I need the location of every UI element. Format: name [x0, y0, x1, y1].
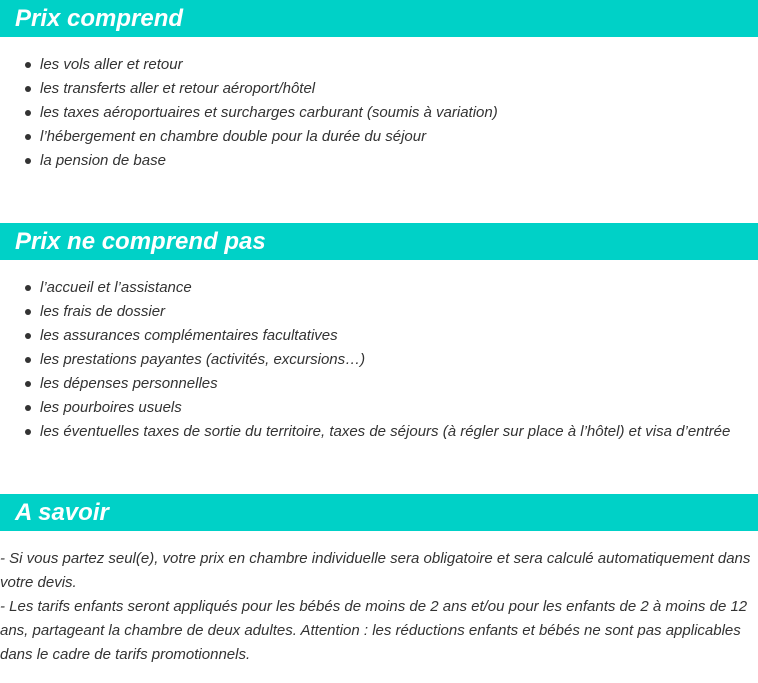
section-title-info: A savoir — [15, 499, 109, 526]
list-item: les prestations payantes (activités, excursions…) — [0, 348, 730, 372]
list-item: l’accueil et l’assistance — [0, 276, 730, 300]
bullet-icon — [25, 110, 31, 116]
excluded-list — [0, 276, 730, 444]
bullet-icon — [25, 357, 31, 363]
list-item: les pourboires usuels — [0, 396, 730, 420]
included-list — [0, 53, 498, 173]
bullet-icon — [25, 429, 31, 435]
bullet-icon — [25, 309, 31, 315]
list-item: les dépenses personnelles — [0, 372, 730, 396]
bullet-icon — [25, 86, 31, 92]
bullet-icon — [25, 381, 31, 387]
section-title-included: Prix comprend — [15, 5, 184, 32]
bullet-icon — [25, 134, 31, 140]
info-paragraph: - Si vous partez seul(e), votre prix en chambre individuelle sera obligatoire et sera calculé automatiquement dans votre devis. — [0, 550, 751, 591]
list-item: les éventuelles taxes de sortie du territoire, taxes de séjours (à régler sur place à l’hôtel) et visa d’entrée — [0, 420, 730, 444]
list-item: les vols aller et retour — [0, 53, 498, 77]
section-title-excluded: Prix ne comprend pas — [15, 228, 266, 255]
list-item: l’hébergement en chambre double pour la durée du séjour — [0, 125, 498, 149]
bullet-icon — [25, 158, 31, 164]
bullet-icon — [25, 333, 31, 339]
bullet-icon — [25, 405, 31, 411]
bullet-icon — [25, 62, 31, 68]
info-text-block — [0, 547, 752, 667]
list-item: les transferts aller et retour aéroport/hôtel — [0, 77, 498, 101]
section-header-included — [0, 0, 758, 37]
info-paragraph: - Les tarifs enfants seront appliqués pour les bébés de moins de 2 ans et/ou pour les enfants de 2 à moins de 12 ans, partageant la chambre de deux adultes. Attention : les réductions enfants et bébés ne sont pas applicables dans le cadre de tarifs promotionnels. — [0, 598, 748, 663]
list-item: les frais de dossier — [0, 300, 730, 324]
section-header-info — [0, 494, 758, 531]
bullet-icon — [25, 285, 31, 291]
section-header-excluded — [0, 223, 758, 260]
list-item: les taxes aéroportuaires et surcharges carburant (soumis à variation) — [0, 101, 498, 125]
list-item: la pension de base — [0, 149, 498, 173]
list-item: les assurances complémentaires facultatives — [0, 324, 730, 348]
